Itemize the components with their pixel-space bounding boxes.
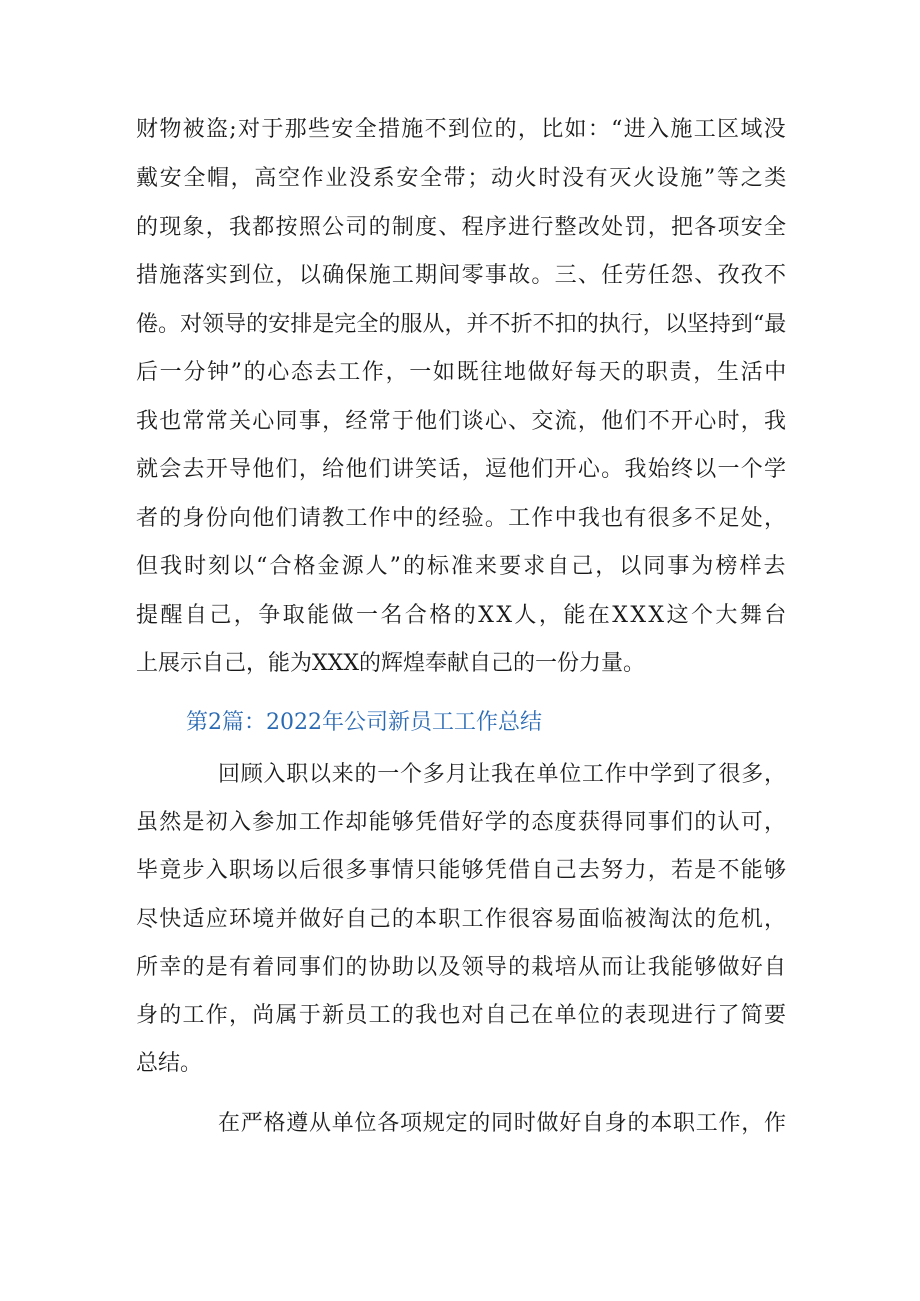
text-line: 措施落实到位，以确保施工期间零事故。三、任劳任怨、孜孜不	[136, 263, 788, 288]
text-line: 的现象，我都按照公司的制度、程序进行整改处罚，把各项安全	[136, 215, 788, 240]
text-line: 尽快适应环境并做好自己的本职工作很容易面临被淘汰的危机，	[136, 907, 788, 932]
text-line: 总结。	[136, 1051, 203, 1076]
text-line: 但我时刻以“合格金源人”的标准来要求自己，以同事为榜样去	[136, 554, 788, 579]
text-line: 虽然是初入参加工作却能够凭借好学的态度获得同事们的认可，	[136, 810, 788, 835]
text-line: 者的身份向他们请教工作中的经验。工作中我也有很多不足处，	[136, 506, 788, 531]
section-heading: 第2篇：2022年公司新员工工作总结	[186, 710, 542, 735]
text-line: 后一分钟”的心态去工作，一如既往地做好每天的职责，生活中	[136, 360, 788, 385]
text-line: 毕竟步入职场以后很多事情只能够凭借自己去努力，若是不能够	[136, 858, 788, 883]
text-line: 财物被盗;对于那些安全措施不到位的，比如：“进入施工区域没	[136, 117, 787, 142]
text-line: 在严格遵从单位各项规定的同时做好自身的本职工作，作	[218, 1111, 787, 1136]
text-line: 身的工作，尚属于新员工的我也对自己在单位的表现进行了简要	[136, 1003, 788, 1028]
text-line: 回顾入职以来的一个多月让我在单位工作中学到了很多，	[218, 762, 787, 787]
text-line: 上展示自己，能为XXX的辉煌奉献自己的一份力量。	[136, 651, 645, 676]
text-line: 我也常常关心同事，经常于他们谈心、交流，他们不开心时，我	[136, 409, 788, 434]
text-line: 戴安全帽，高空作业没系安全带；动火时没有灭火设施”等之类	[136, 166, 788, 191]
text-line: 所幸的是有着同事们的协助以及领导的栽培从而让我能够做好自	[136, 955, 788, 980]
text-line: 就会去开导他们，给他们讲笑话，逗他们开心。我始终以一个学	[136, 457, 788, 482]
text-line: 提醒自己，争取能做一名合格的XX人，能在XXX这个大舞台	[136, 603, 789, 628]
text-line: 倦。对领导的安排是完全的服从，并不折不扣的执行，以坚持到“最	[136, 312, 787, 337]
